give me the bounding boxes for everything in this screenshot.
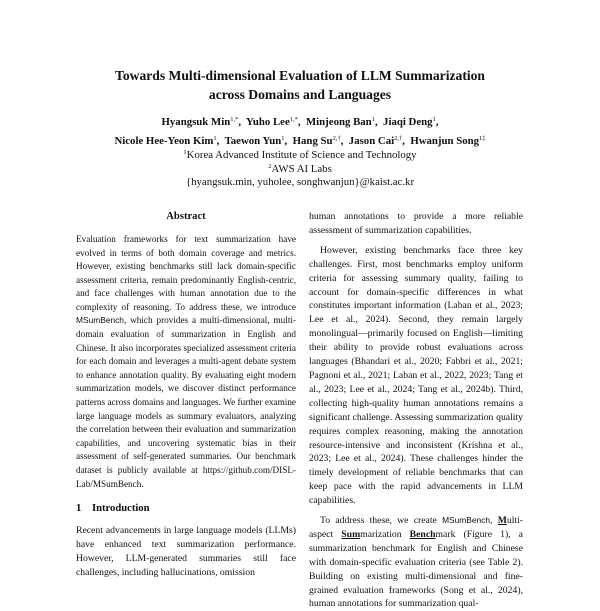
author-list: [0, 113, 600, 150]
author-name: Jiaqi Deng: [383, 116, 433, 128]
introduction-paragraph: Recent advancements in large language models (LLMs) have enhanced text summarization performance. However, LLM-generated summaries still face challenges, including hallucinations, omission: [76, 525, 296, 578]
section-title: Introduction: [92, 503, 150, 515]
author-affiliation-mark: 1,*: [230, 116, 239, 123]
left-column: [76, 210, 296, 580]
author-affiliation-mark: 1: [371, 116, 375, 123]
paragraph-text-part: ,: [490, 515, 498, 527]
affiliation-name: AWS AI Labs: [271, 162, 332, 175]
acronym-letter: M: [497, 515, 507, 527]
paper-title: [0, 66, 600, 104]
affiliation-mark: 1: [183, 149, 187, 156]
author-row-1: Hyangsuk Min$^{1,*}$, Yuho Lee$^{1,*}$, Minjeong Ban$^1$, Jiaqi Deng$^1$,: [161, 116, 439, 128]
title-line-1: Towards Multi-dimensional Evaluation of LLM Summarization: [115, 68, 485, 83]
author-emails: {hyangsuk.min, yuholee, songhwanjun}@kaist.ac.kr: [185, 176, 415, 188]
author-affiliation-mark: 1,*: [289, 116, 298, 123]
abstract-text-part: , which provides a multi-dimensional, multi-domain evaluation of summarization in English and Chinese. It also incorporates specialized assessment criteria for each domain and leverages a multi-agent debate system to enhance annotation quality. By evaluating eight modern summarization models, we discover distinct performance patterns across domains and languages. We further examine large language models as summary evaluators, analyzing the correlation between their evaluation and summarization capabilities, and uncovering systematic bias in their assessment of self-generated summaries. Our benchmark dataset is publicly available at https://github.com/DISL-Lab/MSumBench.: [76, 315, 296, 489]
paragraph-text-part: To address these, we create: [320, 515, 443, 527]
author-affiliation-mark: 1: [213, 134, 217, 142]
paragraph-text-part: mark (Figure 1), a summarization benchmark for English and Chinese with domain-specific evaluation criteria (see Table 2). Building on existing multi-dimensional and fine-grained evaluation frameworks (Song et al., 2024), human annotations for summarization qual-: [309, 528, 523, 610]
challenges-paragraph: However, existing benchmarks face three key challenges. First, most benchmarks employ uniform criteria for assessing summary quality, failing to account for domain-specific differences in what constitutes important information (Laban et al., 2023; Lee et al., 2024). Second, they remain largely monolingual—primarily focused on English—limiting their ability to provide robust evaluations across languages (Bhandari et al., 2020; Fabbri et al., 2021; Pagnoni et al., 2021; Laban et al., 2022, 2023; Tang et al., 2023; Lee et al., 2024; Tang et al., 2024b). Third, collecting high-quality human annotations remains a significant challenge. Assessing summarization quality requires complex reasoning, making the annotation resource-intensive and inconsistent (Krishna et al., 2023; Lee et al., 2024). These challenges hinder the timely development of reliable benchmarks that can keep pace with the rapid advancements in LLM capabilities.: [309, 244, 523, 507]
author-name: Hwanjun Song: [410, 134, 480, 147]
author-affiliation-mark: 2,†: [332, 134, 341, 142]
author-name: Minjeong Ban: [305, 116, 372, 128]
author-name: Nicole Hee-Yeon Kim: [114, 134, 214, 147]
paragraph-text-part: ulti-aspect: [309, 515, 523, 540]
affiliation-2: [0, 163, 600, 177]
right-column: [309, 210, 523, 611]
benchmark-intro-paragraph: [309, 514, 523, 611]
author-name: Jason Cai: [348, 134, 395, 147]
section-number: 1: [76, 503, 82, 515]
benchmark-name: MSumBench: [442, 515, 491, 526]
author-name: Hang Su: [292, 134, 333, 147]
section-heading-introduction: [76, 502, 296, 516]
affiliation-1: [0, 149, 600, 163]
abstract-text: [76, 233, 296, 491]
author-name: Hyangsuk Min: [161, 116, 231, 128]
affiliation-mark: 2: [268, 162, 272, 170]
affiliation-name: Korea Advanced Institute of Science and Technology: [186, 149, 417, 161]
acronym-letter: Sum: [341, 528, 361, 540]
author-affiliation-mark: 1‡: [479, 134, 486, 142]
affiliations: [0, 149, 600, 190]
acronym-letter: Bench: [409, 528, 436, 540]
abstract-text-part: Evaluation frameworks for text summarization have evolved in terms of both domain coverage and metrics. However, existing benchmarks still lack domain-specific assessment criteria, remain predominantly English-centric, and face challenges with human annotation due to the complexity of reasoning. To address these, we introduce: [76, 233, 296, 312]
author-name: Yuho Lee: [246, 116, 290, 128]
abstract-heading: Abstract: [166, 211, 206, 222]
paragraph-text-part: marization: [360, 528, 410, 540]
title-line-2: across Domains and Languages: [208, 87, 392, 102]
author-affiliation-mark: 1: [281, 134, 285, 142]
author-name: Taewon Yun: [224, 134, 282, 147]
paragraph-continued: human annotations to provide a more reliable assessment of summarization capabilities.: [309, 211, 523, 236]
benchmark-name: MSumBench: [76, 315, 124, 326]
author-row-2: Nicole Hee-Yeon Kim$^1$, Taewon Yun$^1$, Hang $Su^{2,\dagger}$, Jason Cai$^{2,\dagger}$, Hwanjun Song$^{1\ddagger}$: [114, 134, 486, 147]
author-affiliation-mark: 1: [432, 116, 436, 123]
author-affiliation-mark: 2,†: [394, 134, 403, 142]
